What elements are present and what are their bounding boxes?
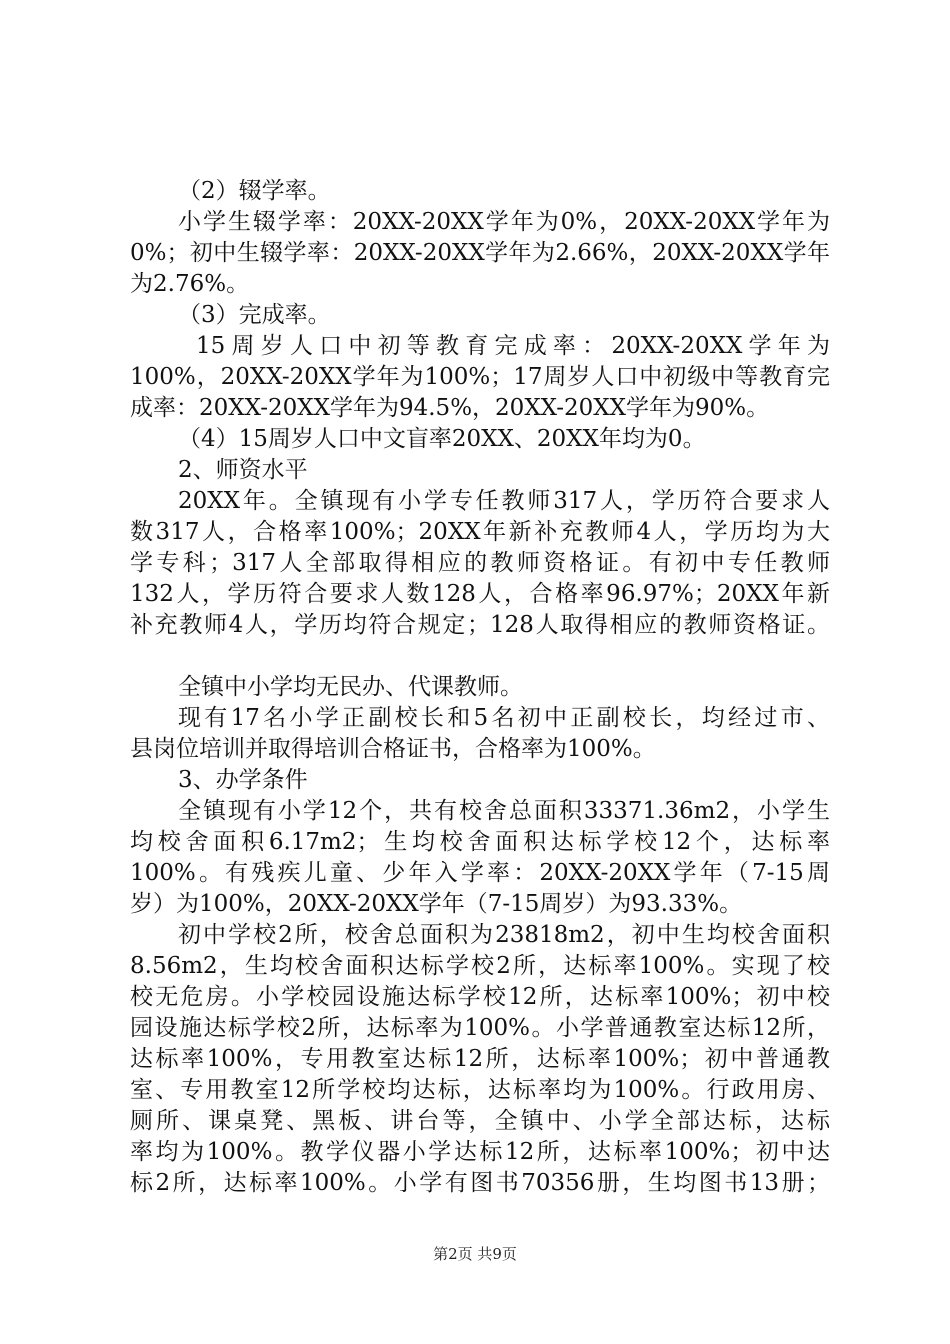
text-line: 率均为100%。教学仪器小学达标12所，达标率100%；初中达 — [130, 1139, 830, 1165]
text-line: 岁）为100%，20XX-20XX学年（7-15周岁）为93.33%。 — [130, 891, 743, 917]
text-line: 全镇中小学均无民办、代课教师。 — [178, 674, 523, 700]
text-line: 达标率100%，专用教室达标12所，达标率100%；初中普通教 — [130, 1046, 830, 1072]
text-line: 均校舍面积6.17m2；生均校舍面积达标学校12个，达标率 — [130, 829, 830, 855]
text-line: 0%；初中生辍学率：20XX-20XX学年为2.66%，20XX-20XX学年 — [130, 240, 830, 266]
text-line: 2、师资水平 — [178, 457, 308, 483]
text-line: 园设施达标学校2所，达标率为100%。小学普通教室达标12所， — [130, 1015, 830, 1041]
text-line: 县岗位培训并取得培训合格证书，合格率为100%。 — [130, 736, 656, 762]
text-line: 成率：20XX-20XX学年为94.5%，20XX-20XX学年为90%。 — [130, 395, 770, 421]
text-line: 学专科；317人全部取得相应的教师资格证。有初中专任教师 — [130, 550, 830, 576]
blank-line — [130, 641, 830, 672]
text-line: 为2.76%。 — [130, 271, 250, 297]
text-line: （3）完成率。 — [178, 302, 331, 328]
text-line: 132人，学历符合要求人数128人，合格率96.97%；20XX年新 — [130, 581, 830, 607]
text-line: 厕所、课桌凳、黑板、讲台等，全镇中、小学全部达标，达标 — [130, 1108, 830, 1134]
text-line: 小学生辍学率：20XX-20XX学年为0%，20XX-20XX学年为 — [178, 209, 830, 235]
text-line: 15周岁人口中初等教育完成率：20XX-20XX学年为 — [196, 333, 830, 359]
page-footer: 第2页 共9页 — [433, 1245, 517, 1263]
text-line: 补充教师4人，学历均符合规定；128人取得相应的教师资格证。 — [130, 612, 830, 638]
text-line: 100%。有残疾儿童、少年入学率：20XX-20XX学年（7-15周 — [130, 860, 830, 886]
text-line: 数317人，合格率100%；20XX年新补充教师4人，学历均为大 — [130, 519, 830, 545]
text-line: 室、专用教室12所学校均达标，达标率均为100%。行政用房、 — [130, 1077, 830, 1103]
text-line: 标2所，达标率100%。小学有图书70356册，生均图书13册； — [130, 1170, 830, 1196]
text-line: 校无危房。小学校园设施达标学校12所，达标率100%；初中校 — [130, 984, 830, 1010]
text-line: （4）15周岁人口中文盲率20XX、20XX年均为0。 — [178, 426, 706, 452]
text-line: 全镇现有小学12个，共有校舍总面积33371.36m2，小学生 — [178, 798, 830, 824]
text-line: 现有17名小学正副校长和5名初中正副校长，均经过市、 — [178, 705, 830, 731]
text-line: 初中学校2所，校舍总面积为23818m2，初中生均校舍面积 — [178, 922, 830, 948]
text-line: 3、办学条件 — [178, 767, 308, 793]
document-body — [130, 176, 830, 1199]
text-line: 20XX年。全镇现有小学专任教师317人，学历符合要求人 — [178, 488, 830, 514]
text-line: （2）辍学率。 — [178, 178, 331, 204]
text-line: 100%，20XX-20XX学年为100%；17周岁人口中初级中等教育完 — [130, 364, 830, 390]
text-line: 8.56m2，生均校舍面积达标学校2所，达标率100%。实现了校 — [130, 953, 830, 979]
